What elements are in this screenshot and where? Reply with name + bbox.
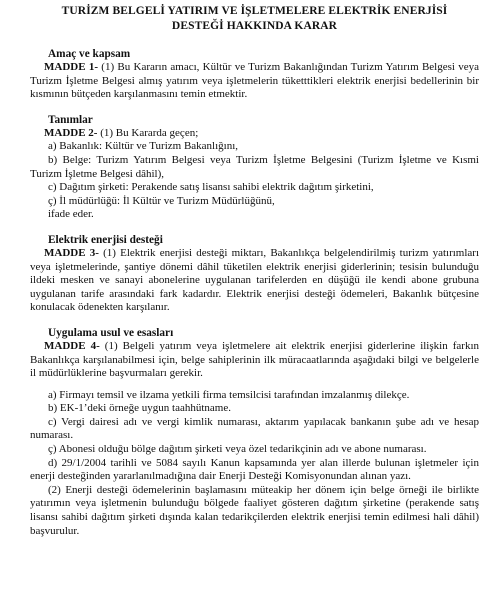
definition-item: c) Dağıtım şirketi: Perakende satış lisansı sahibi elektrik dağıtım şirketini, <box>48 181 374 194</box>
definition-item: b) Belge: Turizm Yatırım Belgesi veya Turizm İşletme Belgesini (Turizm İşletme ve Kısmi Turizm İşletme Belgesi dâhil), <box>30 153 479 180</box>
article-3 <box>30 247 479 315</box>
article-1-text: (1) Bu Kararın amacı, Kültür ve Turizm Bakanlığından Turizm Yatırım Belgesi veya Turizm İşletme Belgesi almış yatırım veya işletmelerin tüketttikleri elektrik enerjisi bedellerinin bir kısmının bütçeden karşılanmasını temin etmektir. <box>30 61 479 101</box>
article-4 <box>30 340 479 381</box>
title-line-1: TURİZM BELGELİ YATIRIM VE İŞLETMELERE ELEKTRİK ENERJİSİ <box>61 5 448 17</box>
article-3-text: (1) Elektrik enerjisi desteği miktarı, Bakanlıkça belgelendirilmiş turizm yatırımları veya işletmelerinde, şantiye dönemi dâhil tüketilen elektrik enerjisi giderlerinin; tesisin bulunduğu ildeki mesken ve sanayi abonelerine uygulanan tarifelerden en düşüğü ile kendi abone grubuna uygulanan tarife arasındaki fark kadardır. Elektrik enerjisi desteği ödemeleri, Bakanlık bütçesine konulacak ödenekten karşılanır. <box>30 246 479 314</box>
article-1-label: MADDE 1- <box>44 61 98 73</box>
heading-uygulama: Uygulama usul ve esasları <box>48 326 174 339</box>
article-1 <box>30 61 479 102</box>
requirement-item: b) EK-1’deki örneğe uygun taahhütname. <box>48 402 231 415</box>
requirement-item: ç) Abonesi olduğu bölge dağıtım şirketi veya özel tedarikçinin adı ve abone numarası. <box>48 443 427 456</box>
heading-tanimlar: Tanımlar <box>48 113 93 126</box>
article-2-label: MADDE 2- <box>44 126 98 139</box>
article-2-text: (1) Bu Kararda geçen; <box>97 126 199 139</box>
definition-closing: ifade eder. <box>48 208 94 221</box>
definition-item: a) Bakanlık: Kültür ve Turizm Bakanlığını, <box>48 140 239 153</box>
requirement-item: c) Vergi dairesi adı ve vergi kimlik numarası, aktarım yapılacak bankanın şube adı ve hesap numarası. <box>30 415 479 442</box>
heading-destek: Elektrik enerjisi desteği <box>48 233 163 246</box>
requirement-item: a) Firmayı temsil ve ilzama yetkili firma temsilcisi tarafından imzalanmış dilekçe. <box>48 388 410 401</box>
document-title <box>30 0 479 34</box>
spacer <box>30 381 479 389</box>
definition-item: ç) İl müdürlüğü: İl Kültür ve Turizm Müdürlüğünü, <box>48 194 275 207</box>
requirement-item: d) 29/1/2004 tarihli ve 5084 sayılı Kanun kapsamında yer alan illerde bulunan işletmeler için enerji desteğinden yararlanılmadığına dair Enerji Desteği Komisyonundan alınan yazı. <box>30 456 479 483</box>
article-4-paragraph-2: (2) Enerji desteği ödemelerinin başlamasını müteakip her dönem için belge örneği ile birlikte yatırımın veya işletmenin bulunduğu bölgede faaliyet gösteren dağıtım şirketine (perakende satış lisansı sahibi dağıtım şirketi dışında kalan tedarikçilerden elektrik enerjisi temin edilmesi hali dâhil) başvurulur. <box>30 483 479 537</box>
article-3-label: MADDE 3- <box>44 246 99 259</box>
title-line-2: DESTEĞİ HAKKINDA KARAR <box>171 20 338 32</box>
article-4-label: MADDE 4- <box>44 339 100 352</box>
article-4-text: (1) Belgeli yatırım veya işletmelere ait elektrik enerjisi giderlerine ilişkin farkın Bakanlıkça karşılanabilmesi için, belge sahiplerinin ilk müracaatlarında aşağıdaki bilgi ve belgelerle il müdürlüklerine başvurmaları gerekir. <box>30 339 480 380</box>
heading-amac: Amaç ve kapsam <box>48 48 131 60</box>
article-2 <box>30 127 479 141</box>
